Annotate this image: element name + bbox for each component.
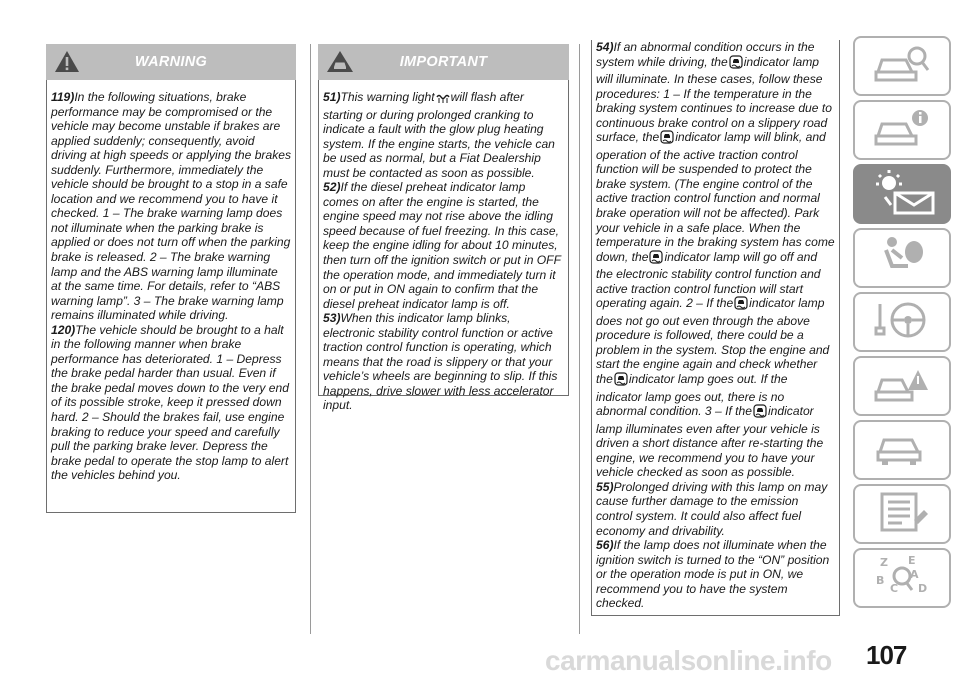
chapter-tab-technical-specifications[interactable] — [853, 484, 951, 544]
stability-control-icon — [660, 130, 674, 148]
stability-control-icon — [734, 296, 748, 314]
svg-text:B: B — [876, 573, 885, 587]
car-search-icon — [872, 42, 932, 91]
chapter-tabs — [853, 36, 951, 612]
important-box — [318, 80, 569, 413]
chapter-tab-index[interactable] — [853, 548, 951, 608]
svg-text:A: A — [910, 567, 919, 581]
chapter-tab-technical-info[interactable] — [853, 100, 951, 160]
notes-section — [591, 40, 840, 616]
page-number: 107 — [866, 640, 907, 670]
important-title: IMPORTANT — [399, 54, 488, 70]
alphabetical-index-icon — [872, 552, 932, 605]
notes-box — [591, 40, 840, 616]
stability-control-icon — [729, 55, 743, 73]
svg-text:C: C — [890, 581, 899, 595]
note-120: 120)The vehicle should be brought to a halt in the following manner when brake performance has deteriorated. 1 – Depress the brake pedal harder than usual. Even if the brake pedal moves down to the very end of its possible stroke, keep it pressed down hard. 2 – Should the brakes fail, use engine braking to reduce your speed and carefully pull the parking brake lever. Depress the brake pedal to operate the stop lamp to alert the vehicles behind you. — [51, 322, 289, 483]
stability-control-icon — [649, 250, 663, 268]
note-52: 52)If the diesel preheat indicator lamp comes on after the engine is started, the engine speed may not rise above the idling speed because of fuel freezing. In this case, keep the engine idling for about 10 minutes, then turn off the ignition switch or put in OFF the operation mode, and immediately turn it on or put in ON again to confirm that the diesel preheat indicator lamp is off. — [323, 180, 561, 311]
warning-section — [46, 44, 296, 513]
svg-text:D: D — [918, 581, 928, 595]
car-service-icon — [872, 426, 932, 475]
car-breakdown-icon — [872, 362, 932, 411]
svg-text:Z: Z — [880, 555, 888, 569]
stability-control-icon — [614, 372, 628, 390]
chapter-tab-in-an-emergency[interactable] — [853, 356, 951, 416]
note-119: 119)In the following situations, brake performance may be compromised or the vehicle may become unstable if brakes are applied suddenly; consequently, avoid driving at high speeds or applying the brakes suddenly. Furthermore, immediately the vehicle should be brought to a stop in a safe location and we recommend you to have it checked. 1 – The brake warning lamp does not illuminate when the parking brake is applied or does not turn off when the parking brake is released. 2 – The brake warning lamp and the ABS warning lamp illuminate at the same time. For details, refer to “ABS warning lamp”. 3 – The brake warning lamp remains illuminated while driving. — [51, 90, 292, 323]
svg-text:E: E — [908, 553, 916, 567]
steering-wheel-key-icon — [872, 298, 932, 347]
glow-plug-icon — [436, 93, 450, 108]
note-56: 56)If the lamp does not illuminate when the ignition switch is turned to the “ON” position or the operation mode is put in ON, we recommend you to have the system checked. — [596, 538, 830, 611]
important-section — [318, 44, 569, 413]
chapter-tab-servicing-care[interactable] — [853, 420, 951, 480]
important-banner — [318, 44, 569, 80]
note-55: 55)Prolonged driving with this lamp on may cause further damage to the emission control system. It could also affect fuel economy and drivability. — [596, 479, 828, 538]
watermark: carmanualsonline.info — [545, 645, 832, 676]
column-divider — [310, 44, 311, 634]
warning-title: WARNING — [134, 54, 208, 70]
note-51: 51)This warning light will flash after starting or during prolonged cranking to indicate a fault with the glow plug heating system. If the engine starts, the vehicle can be used as normal, but a Fiat Dealership must be contacted as soon as possible. — [323, 90, 555, 180]
warning-triangle-icon — [54, 50, 80, 79]
column-divider — [579, 44, 580, 634]
car-warning-icon — [326, 50, 354, 79]
warning-box — [46, 80, 296, 513]
note-54: 54)If an abnormal condition occurs in the system while driving, the indicator lamp will illuminate. In these cases, follow these procedures: 1 – If the temperature in the braking system continues to increase due to continuous brake control on a slippery road surface, the indicator lamp will blink, and operation of the active traction control function will be suspended to protect the brake system. (The engine control of the active traction control function and normal brake operation will not be affected). Park your vehicle in a safe place. When the temperature in the braking system has come down, the indicator lamp will go off and the electronic stability control function and active traction control function will start operating again. 2 – If the indicator lamp does not go out even through the above procedure is followed, there could be a problem in the system. Stop the engine and start the engine again and check whether the indicator lamp goes out. If the indicator lamp goes out, there is no abnormal condition. 3 – If the indicator lamp illuminates even after your vehicle is driven a short distance after re-starting the engine, we recommend you to have your vehicle checked as soon as possible. — [596, 40, 835, 480]
chapter-tab-warning-lights[interactable] — [853, 164, 951, 224]
stability-control-icon — [753, 404, 767, 422]
warning-lamp-envelope-icon — [867, 167, 937, 222]
note-53: 53)When this indicator lamp blinks, electronic stability control function or active traction control function is operating, which means that the road is slippery or that your vehicle’s wheels are beginning to slip. If this happens, drive slower with less accelerator input. — [323, 311, 558, 413]
car-info-icon — [872, 106, 932, 155]
warning-banner — [46, 44, 296, 80]
chapter-tab-knowing-your-car[interactable] — [853, 36, 951, 96]
specifications-list-icon — [872, 490, 932, 539]
chapter-tab-starting-driving[interactable] — [853, 292, 951, 352]
seat-airbag-icon — [872, 234, 932, 283]
chapter-tab-safety[interactable] — [853, 228, 951, 288]
